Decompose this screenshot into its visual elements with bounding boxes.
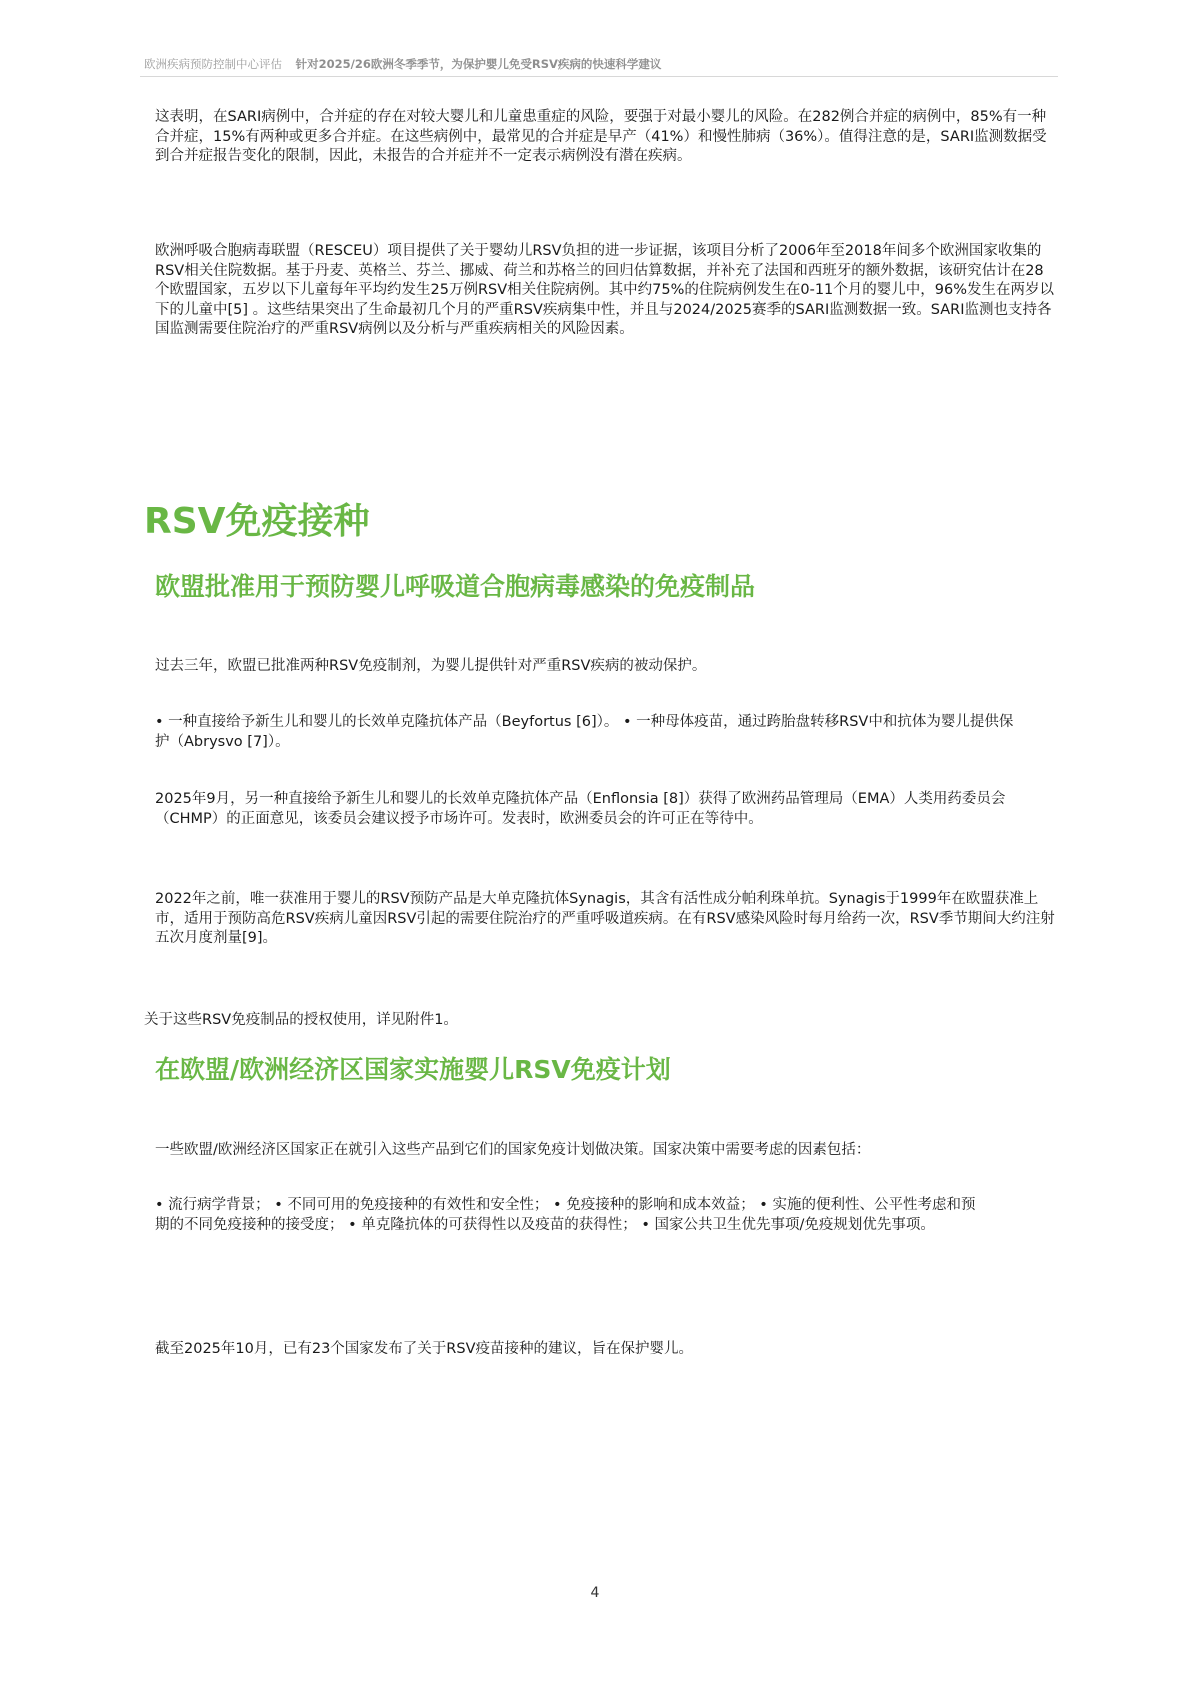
paragraph-two-products-approved: 过去三年，欧盟已批准两种RSV免疫制剂，为婴儿提供针对严重RSV疾病的被动保护。 xyxy=(155,658,707,674)
paragraph-enflonsia-opinion: 2025年9月，另一种直接给予新生儿和婴儿的长效单克隆抗体产品（Enflonsia [8]）获得了欧洲药品管理局（EMA）人类用药委员会（CHMP）的正面意见，该委员会建议授予市场许可。发表时，欧洲委员会的许可正在等待中。 xyxy=(155,791,1006,827)
subheading-eu-approved-products: 欧盟批准用于预防婴儿呼吸道合胞病毒感染的免疫制品 xyxy=(155,572,756,601)
header-organization: 欧洲疾病预防控制中心评估 xyxy=(144,57,282,71)
page-number: 4 xyxy=(590,1585,600,1601)
paragraph-country-recommendations: 截至2025年10月，已有23个国家发布了关于RSV疫苗接种的建议，旨在保护婴儿。 xyxy=(155,1341,693,1357)
header-document-title: 针对2025/26欧洲冬季季节，为保护婴儿免受RSV疾病的快速科学建议 xyxy=(295,57,662,71)
subheading-implementation: 在欧盟/欧洲经济区国家实施婴儿RSV免疫计划 xyxy=(155,1055,671,1084)
running-header xyxy=(144,56,1056,76)
paragraph-national-decisions: 一些欧盟/欧洲经济区国家正在就引入这些产品到它们的国家免疫计划做决策。国家决策中需要考虑的因素包括： xyxy=(155,1142,871,1158)
paragraph-decision-factors: • 流行病学背景； • 不同可用的免疫接种的有效性和安全性； • 免疫接种的影响和成本效益； • 实施的便利性、公平性考虑和预期的不同免疫接种的接受度； • 单克隆抗体的可获得性以及疫苗的获得性； • 国家公共卫生优先事项/免疫规划优先事项。 xyxy=(155,1197,976,1233)
section-heading-rsv-immunisation: RSV免疫接种 xyxy=(144,501,370,542)
paragraph-synagis-history: 2022年之前，唯一获准用于婴儿的RSV预防产品是大单克隆抗体Synagis，其含有活性成分帕利珠单抗。Synagis于1999年在欧盟获准上市，适用于预防高危RSV疾病儿童因RSV引起的需要住院治疗的严重呼吸道疾病。在有RSV感染风险时每月给药一次，RSV季节期间大约注射五次月度剂量[9]。 xyxy=(155,891,1055,946)
header-divider xyxy=(140,76,1058,77)
paragraph-annex-reference: 关于这些RSV免疫制品的授权使用，详见附件1。 xyxy=(144,1012,458,1028)
paragraph-product-list: • 一种直接给予新生儿和婴儿的长效单克隆抗体产品（Beyfortus [6]）。 • 一种母体疫苗，通过跨胎盘转移RSV中和抗体为婴儿提供保护（Abrysvo [7]）。 xyxy=(155,714,1014,750)
paragraph-sari-comorbidities: 这表明，在SARI病例中，合并症的存在对较大婴儿和儿童患重症的风险，要强于对最小婴儿的风险。在282例合并症的病例中，85%有一种合并症，15%有两种或更多合并症。在这些病例中，最常见的合并症是早产（41%）和慢性肺病（36%）。值得注意的是，SARI监测数据受到合并症报告变化的限制，因此，未报告的合并症并不一定表示病例没有潜在疾病。 xyxy=(155,109,1047,164)
paragraph-resceu-evidence: 欧洲呼吸合胞病毒联盟（RESCEU）项目提供了关于婴幼儿RSV负担的进一步证据，该项目分析了2006年至2018年间多个欧洲国家收集的RSV相关住院数据。基于丹麦、英格兰、芬兰、挪威、荷兰和苏格兰的回归估算数据，并补充了法国和西班牙的额外数据，该研究估计在28个欧盟国家，五岁以下儿童每年平均约发生25万例RSV相关住院病例。其中约75%的住院病例发生在0-11个月的婴儿中，96%发生在两岁以下的儿童中[5] 。这些结果突出了生命最初几个月的严重RSV疾病集中性，并且与2024/2025赛季的SARI监测数据一致。SARI监测也支持各国监测需要住院治疗的严重RSV病例以及分析与严重疾病相关的风险因素。 xyxy=(155,243,1055,337)
